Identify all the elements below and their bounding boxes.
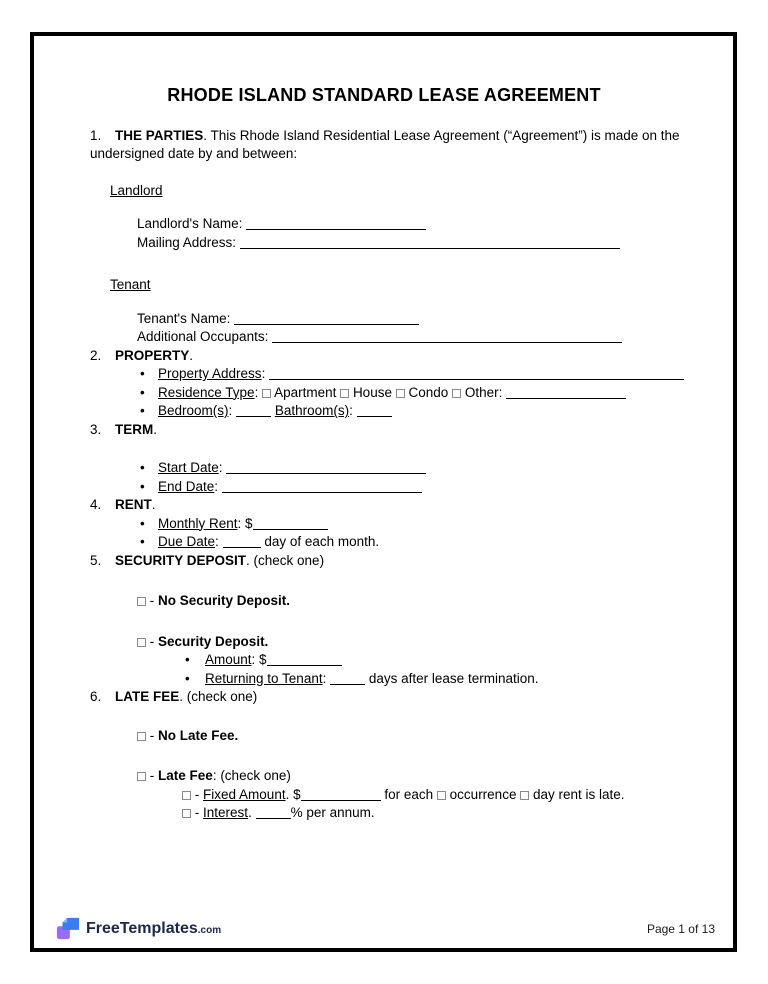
section-property-period: . [189, 347, 194, 363]
tenant-name-label: Tenant's Name: [137, 310, 231, 326]
monthly-rent-blank[interactable] [253, 518, 328, 530]
section-security-deposit-rest: . (check one) [246, 552, 325, 568]
freetemplates-logo-icon [56, 916, 80, 942]
checkbox-no-late-fee[interactable] [137, 732, 146, 741]
section-parties-heading: THE PARTIES [115, 127, 204, 143]
section-late-fee-rest: . (check one) [179, 689, 258, 704]
start-date-blank[interactable] [226, 462, 426, 474]
bathrooms-blank[interactable] [357, 405, 392, 417]
interest-suffix: % per annum. [290, 805, 375, 820]
section-late-fee-number: 6. [90, 689, 102, 704]
section-security-deposit-heading [90, 552, 718, 571]
due-date-suffix: day of each month. [264, 534, 380, 549]
field-additional-occupants [90, 328, 718, 347]
bedrooms-colon: : [228, 403, 233, 418]
due-date-blank[interactable] [223, 536, 261, 548]
fixed-amount-after: . $ [285, 786, 301, 802]
section-parties-intro [90, 127, 718, 164]
section-term-number: 3. [90, 421, 102, 437]
security-deposit-label: Security Deposit. [158, 633, 269, 649]
section-late-fee-heading [90, 688, 718, 707]
no-security-deposit-dash: - [149, 593, 155, 608]
other-blank[interactable] [506, 387, 626, 399]
bedrooms-blank[interactable] [236, 405, 271, 417]
tenant-name-blank[interactable] [234, 313, 419, 325]
checkbox-other[interactable] [452, 389, 461, 398]
page-title: RHODE ISLAND STANDARD LEASE AGREEMENT [167, 85, 601, 105]
fixed-amount-dash: - [194, 786, 200, 802]
landlord-name-label: Landlord's Name: [137, 216, 243, 231]
returning-to-tenant-label: Returning to Tenant [205, 670, 323, 686]
late-fee-dash: - [149, 768, 155, 783]
deposit-amount-after: : $ [251, 652, 267, 667]
residence-type-colon: : [254, 384, 259, 400]
deposit-amount-blank[interactable] [267, 654, 342, 666]
day-rent-late-label: day rent is late. [533, 786, 625, 802]
start-date-colon: : [218, 460, 223, 475]
condo-label: Condo [408, 384, 449, 400]
interest-label: Interest [203, 805, 249, 820]
field-tenant-name [90, 310, 718, 329]
option-late-fee [90, 767, 718, 786]
checkbox-interest[interactable] [182, 809, 191, 818]
bullet-end-date [90, 478, 718, 497]
apartment-label: Apartment [274, 384, 337, 400]
deposit-amount-label: Amount [205, 652, 252, 667]
security-deposit-dash: - [149, 633, 155, 649]
section-parties-intro-text: . This Rhode Island Residential Lease Agreement (“Agreement”) is made on the undersigned date by and between: [90, 127, 680, 161]
section-late-fee-title: LATE FEE [115, 689, 180, 704]
section-parties-number: 1. [90, 127, 102, 143]
start-date-label: Start Date [158, 460, 219, 475]
bullet-rooms [90, 402, 718, 421]
interest-dash: - [194, 805, 200, 820]
fixed-amount-blank[interactable] [301, 789, 381, 801]
property-address-colon: : [261, 366, 266, 381]
additional-occupants-label: Additional Occupants: [137, 329, 269, 344]
logo-brand: FreeTemplates [86, 920, 198, 937]
checkbox-day-rent-late[interactable] [520, 791, 529, 800]
fixed-amount-mid: for each [384, 786, 434, 802]
checkbox-apartment[interactable] [262, 389, 271, 398]
freetemplates-logo-text [86, 921, 221, 937]
tenant-subheading-label: Tenant [110, 277, 151, 292]
bullet-property-address [90, 365, 718, 384]
monthly-rent-label: Monthly Rent [158, 515, 238, 531]
monthly-rent-after: : $ [237, 515, 253, 531]
no-late-fee-dash: - [149, 727, 155, 743]
section-property-heading [90, 347, 718, 366]
option-no-late-fee [90, 727, 718, 746]
section-term-period: . [153, 421, 158, 437]
due-date-colon: : [215, 534, 219, 549]
freetemplates-logo [56, 916, 221, 942]
field-mailing-address [90, 234, 718, 253]
option-no-security-deposit [90, 592, 718, 611]
checkbox-house[interactable] [340, 389, 349, 398]
checkbox-fixed-amount[interactable] [182, 791, 191, 800]
landlord-name-blank[interactable] [246, 218, 426, 230]
checkbox-condo[interactable] [396, 389, 405, 398]
bullet-due-date [90, 533, 718, 552]
page-number: Page 1 of 13 [646, 922, 715, 936]
bedrooms-label: Bedroom(s) [158, 403, 229, 418]
landlord-subheading-label: Landlord [110, 182, 163, 198]
mailing-address-label: Mailing Address: [137, 234, 237, 250]
additional-occupants-blank[interactable] [272, 331, 622, 343]
late-fee-label: Late Fee [158, 768, 213, 783]
returning-to-tenant-suffix: days after lease termination. [368, 670, 539, 686]
section-rent-number: 4. [90, 497, 102, 512]
logo-tld: .com [197, 925, 222, 936]
end-date-colon: : [214, 478, 219, 494]
section-rent-title: RENT [115, 497, 152, 512]
section-term-title: TERM [115, 421, 154, 437]
residence-type-label: Residence Type [158, 384, 255, 400]
bullet-deposit-amount [90, 651, 718, 670]
bathrooms-label: Bathroom(s) [274, 403, 350, 418]
section-security-deposit-title: SECURITY DEPOSIT [115, 552, 247, 568]
late-fee-check-one: : (check one) [212, 768, 291, 783]
checkbox-no-security-deposit[interactable] [137, 597, 146, 606]
house-label: House [352, 384, 392, 400]
returning-to-tenant-blank[interactable] [330, 673, 365, 685]
section-security-deposit-number: 5. [90, 552, 102, 568]
other-label: Other: [464, 384, 503, 400]
no-late-fee-label: No Late Fee. [158, 727, 239, 743]
checkbox-security-deposit[interactable] [137, 638, 146, 647]
end-date-label: End Date [158, 478, 215, 494]
section-rent-period: . [151, 497, 156, 512]
end-date-blank[interactable] [222, 481, 422, 493]
field-landlord-name [90, 215, 718, 234]
landlord-subheading [90, 182, 718, 201]
interest-blank[interactable] [256, 807, 291, 819]
checkbox-late-fee[interactable] [137, 772, 146, 781]
tenant-subheading [90, 276, 718, 295]
option-fixed-amount [90, 786, 718, 805]
due-date-label: Due Date [158, 534, 216, 549]
occurrence-label: occurrence [449, 786, 517, 802]
section-property-title: PROPERTY [115, 347, 190, 363]
page-footer [56, 916, 715, 942]
bullet-returning-to-tenant [90, 670, 718, 689]
option-interest [90, 804, 718, 823]
bullet-start-date [90, 459, 718, 478]
option-security-deposit [90, 633, 718, 652]
checkbox-occurrence[interactable] [437, 791, 446, 800]
no-security-deposit-label: No Security Deposit. [158, 593, 291, 608]
bullet-residence-type [90, 384, 718, 403]
returning-to-tenant-colon: : [322, 670, 327, 686]
property-address-label: Property Address [158, 366, 262, 381]
fixed-amount-label: Fixed Amount [203, 786, 286, 802]
bathrooms-colon: : [349, 403, 353, 418]
bullet-monthly-rent [90, 515, 718, 534]
interest-after: . [248, 805, 252, 820]
document-page [30, 32, 737, 952]
document-content [34, 36, 733, 823]
mailing-address-blank[interactable] [240, 237, 620, 249]
section-property-number: 2. [90, 347, 102, 363]
section-term-heading [90, 421, 718, 440]
section-rent-heading [90, 496, 718, 515]
property-address-blank[interactable] [269, 368, 684, 380]
